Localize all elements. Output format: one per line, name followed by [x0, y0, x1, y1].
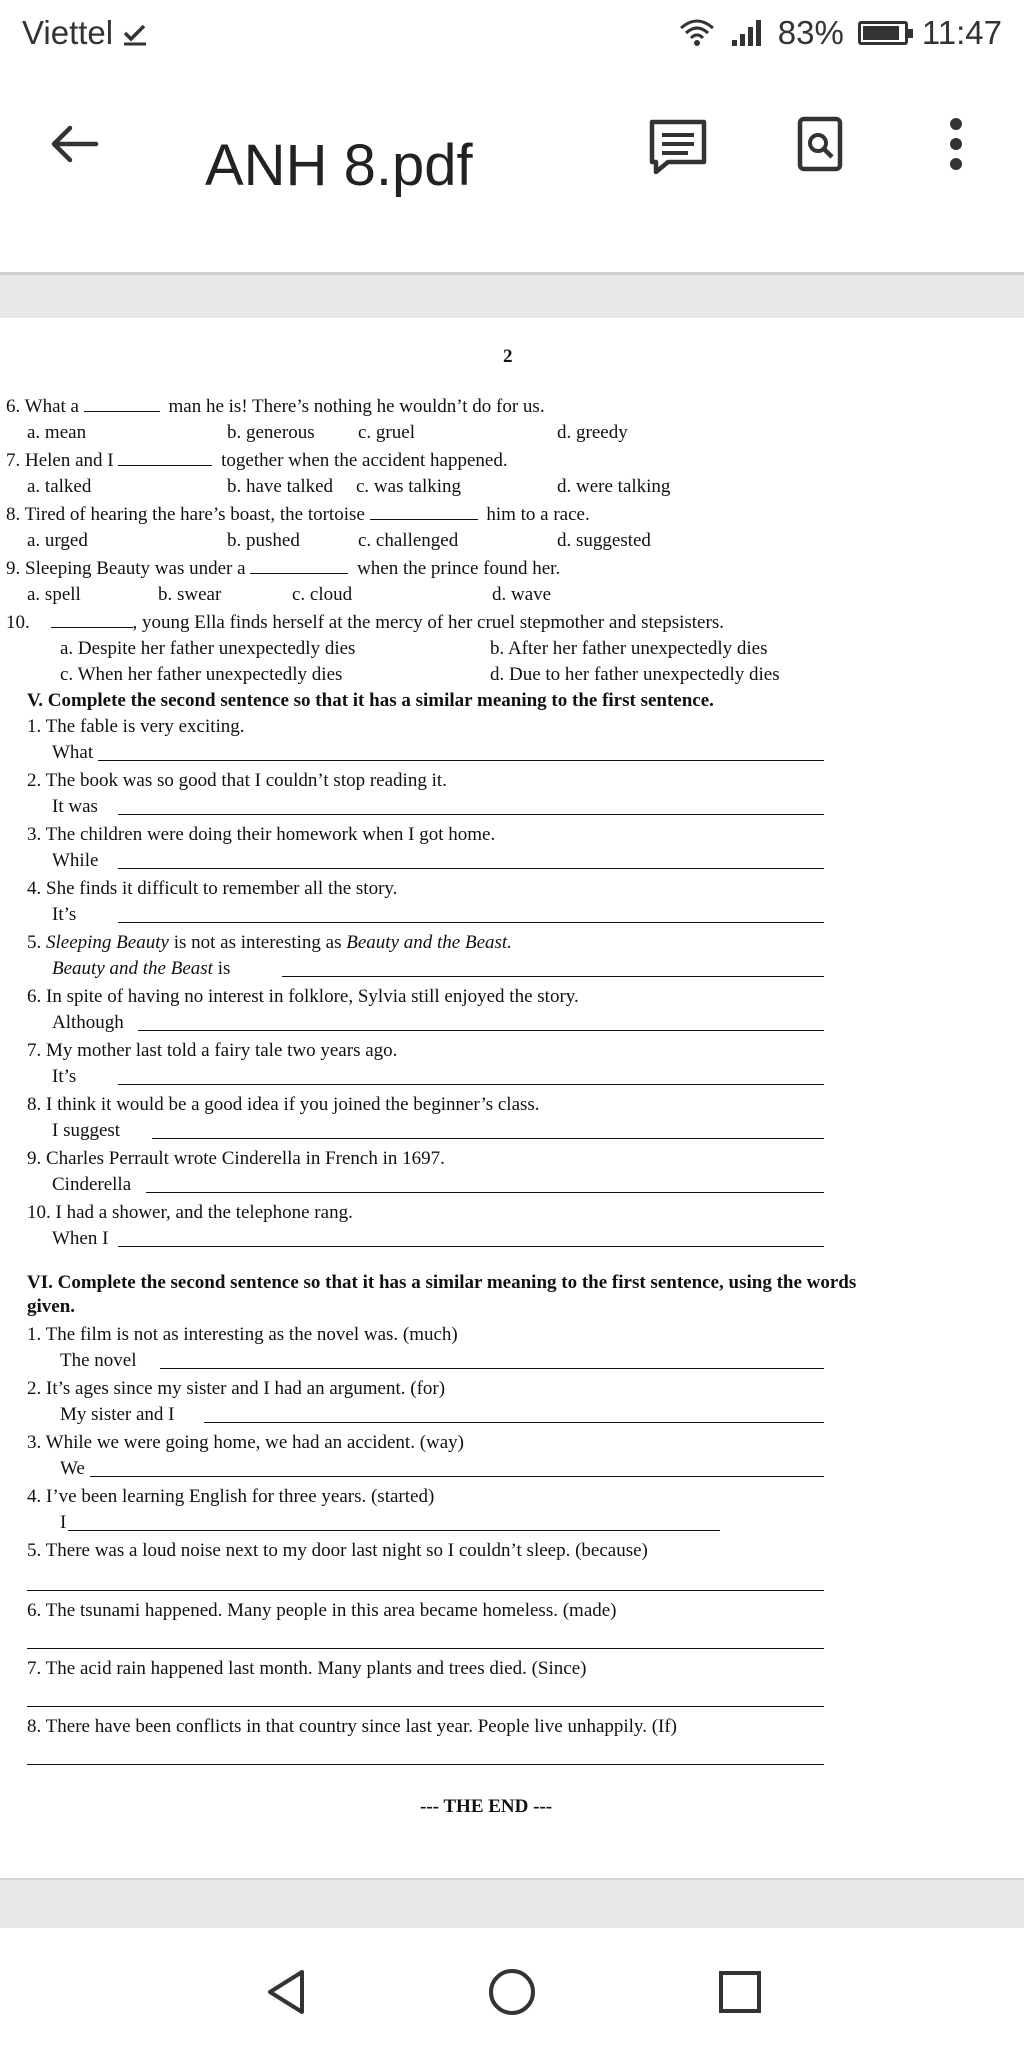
q9-opt-c: c. cloud — [292, 584, 353, 605]
p6-a8-line — [27, 1764, 824, 1765]
p6-q8: 8. There have been conflicts in that country since last year. People live unhappily. (If) — [27, 1716, 678, 1737]
p6-a6-line — [27, 1648, 824, 1649]
wifi-icon — [678, 18, 716, 48]
p6-a4-line — [68, 1530, 720, 1531]
more-vert-icon — [946, 116, 966, 172]
p5-q2: 2. The book was so good that I couldn’t stop reading it. — [27, 770, 447, 791]
p5-a8-start: I suggest — [52, 1120, 121, 1141]
p5-q5: 5. Sleeping Beauty is not as interesting as Beauty and the Beast. — [27, 932, 512, 953]
q10-opt-c: c. When her father unexpectedly dies — [60, 664, 343, 685]
q9-opt-a: a. spell — [27, 584, 81, 605]
p5-q4: 4. She finds it difficult to remember all the story. — [27, 878, 398, 899]
q9-opt-b: b. swear — [158, 584, 222, 605]
navigation-bar — [0, 1928, 1024, 2048]
search-doc-icon — [796, 115, 844, 173]
circle-home-icon — [487, 1967, 537, 2017]
p6-a4-start: I — [60, 1512, 67, 1533]
p6-a3-line — [90, 1476, 824, 1477]
p5-q6: 6. In spite of having no interest in folklore, Sylvia still enjoyed the story. — [27, 986, 579, 1007]
p5-a5-start: Beauty and the Beast is — [52, 958, 231, 979]
q10-opt-a: a. Despite her father unexpectedly dies — [60, 638, 356, 659]
q8-opt-a: a. urged — [27, 530, 88, 551]
page-number: 2 — [503, 346, 513, 367]
p5-a4-start: It’s — [52, 904, 77, 925]
q10-opt-b: b. After her father unexpectedly dies — [490, 638, 768, 659]
p5-a10-start: When I — [52, 1228, 109, 1249]
p6-a2-line — [204, 1422, 824, 1423]
p5-q10: 10. I had a shower, and the telephone rang. — [27, 1202, 353, 1223]
p5-a3-start: While — [52, 850, 99, 871]
p6-q7: 7. The acid rain happened last month. Many plants and trees died. (Since) — [27, 1658, 587, 1679]
part6-heading-cont: given. — [27, 1296, 76, 1317]
p5-a5-line — [282, 976, 824, 977]
p6-a1-line — [160, 1368, 824, 1369]
q7-opt-a: a. talked — [27, 476, 92, 497]
q6-stem: 6. What a man he is! There’s nothing he wouldn’t do for us. — [6, 396, 545, 417]
p5-a6-line — [138, 1030, 824, 1031]
p6-q3: 3. While we were going home, we had an accident. (way) — [27, 1432, 465, 1453]
app-bar — [0, 72, 1024, 272]
p5-a3-line — [118, 868, 824, 869]
q7-opt-c: c. was talking — [356, 476, 462, 497]
p6-q6: 6. The tsunami happened. Many people in this area became homeless. (made) — [27, 1600, 617, 1621]
q6-opt-b: b. generous — [227, 422, 315, 443]
p6-q5: 5. There was a loud noise next to my door last night so I couldn’t sleep. (because) — [27, 1540, 648, 1561]
q6-opt-a: a. mean — [27, 422, 87, 443]
p6-a1-start: The novel — [60, 1350, 137, 1371]
q8-opt-d: d. suggested — [557, 530, 651, 551]
q6-opt-c: c. gruel — [358, 422, 415, 443]
q7-opt-d: d. were talking — [557, 476, 671, 497]
page-gap-top — [0, 272, 1024, 319]
q8-opt-c: c. challenged — [358, 530, 459, 551]
square-recent-icon — [718, 1970, 762, 2014]
back-button[interactable] — [44, 114, 104, 174]
q10-stem: 10. , young Ella finds herself at the mercy of her cruel stepmother and stepsisters. — [6, 612, 724, 633]
q9-stem: 9. Sleeping Beauty was under a when the prince found her. — [6, 558, 561, 579]
pdf-page[interactable] — [0, 318, 1024, 1878]
q9-opt-d: d. wave — [492, 584, 552, 605]
p5-a7-start: It’s — [52, 1066, 77, 1087]
arrow-left-icon — [48, 124, 100, 164]
p6-q2: 2. It’s ages since my sister and I had an argument. (for) — [27, 1378, 446, 1399]
sim-check-icon — [122, 17, 148, 41]
p5-a10-line — [118, 1246, 824, 1247]
comments-button[interactable] — [648, 116, 708, 176]
document-title: ANH 8.pdf — [205, 133, 473, 198]
p6-a5-line — [27, 1590, 824, 1591]
page-gap-bottom — [0, 1878, 1024, 1930]
p5-q1: 1. The fable is very exciting. — [27, 716, 245, 737]
signal-icon — [730, 18, 764, 48]
p5-a2-line — [118, 814, 824, 815]
comment-icon — [648, 118, 708, 174]
p5-a9-line — [146, 1192, 824, 1193]
search-button[interactable] — [790, 114, 850, 174]
q8-stem: 8. Tired of hearing the hare’s boast, the tortoise him to a race. — [6, 504, 590, 525]
p5-a6-start: Although — [52, 1012, 124, 1033]
p6-a7-line — [27, 1706, 824, 1707]
p6-q1: 1. The film is not as interesting as the novel was. (much) — [27, 1324, 458, 1345]
carrier — [22, 14, 148, 52]
nav-home-button[interactable] — [484, 1964, 540, 2020]
status-icons — [678, 14, 1002, 52]
p5-q3: 3. The children were doing their homework when I got home. — [27, 824, 496, 845]
battery-percent: 83% — [777, 14, 844, 51]
p5-q7: 7. My mother last told a fairy tale two years ago. — [27, 1040, 398, 1061]
p6-a3-start: We — [60, 1458, 85, 1479]
nav-recent-button[interactable] — [712, 1964, 768, 2020]
status-bar — [0, 0, 1024, 72]
q7-stem: 7. Helen and I together when the accident happened. — [6, 450, 508, 471]
q8-opt-b: b. pushed — [227, 530, 300, 551]
triangle-back-icon — [264, 1968, 308, 2016]
p5-a7-line — [118, 1084, 824, 1085]
p6-q4: 4. I’ve been learning English for three years. (started) — [27, 1486, 435, 1507]
part5-heading: V. Complete the second sentence so that it has a similar meaning to the first sentence. — [27, 690, 714, 711]
p5-a1-start: What — [52, 742, 94, 763]
q7-opt-b: b. have talked — [227, 476, 334, 497]
nav-back-button[interactable] — [258, 1964, 314, 2020]
p5-a8-line — [152, 1138, 824, 1139]
p5-a9-start: Cinderella — [52, 1174, 132, 1195]
p5-q9: 9. Charles Perrault wrote Cinderella in French in 1697. — [27, 1148, 445, 1169]
carrier-name: Viettel — [22, 14, 114, 51]
p5-a1-line — [98, 760, 824, 761]
p5-a2-start: It was — [52, 796, 98, 817]
clock: 11:47 — [921, 14, 1002, 51]
battery-icon — [858, 21, 908, 45]
more-options-button[interactable] — [926, 114, 986, 174]
p5-q8: 8. I think it would be a good idea if you joined the beginner’s class. — [27, 1094, 540, 1115]
q10-opt-d: d. Due to her father unexpectedly dies — [490, 664, 780, 685]
the-end: --- THE END --- — [420, 1796, 553, 1817]
p6-a2-start: My sister and I — [60, 1404, 175, 1425]
part6-heading: VI. Complete the second sentence so that it has a similar meaning to the first sentence, using the words — [27, 1272, 857, 1293]
q6-opt-d: d. greedy — [557, 422, 628, 443]
p5-a4-line — [118, 922, 824, 923]
